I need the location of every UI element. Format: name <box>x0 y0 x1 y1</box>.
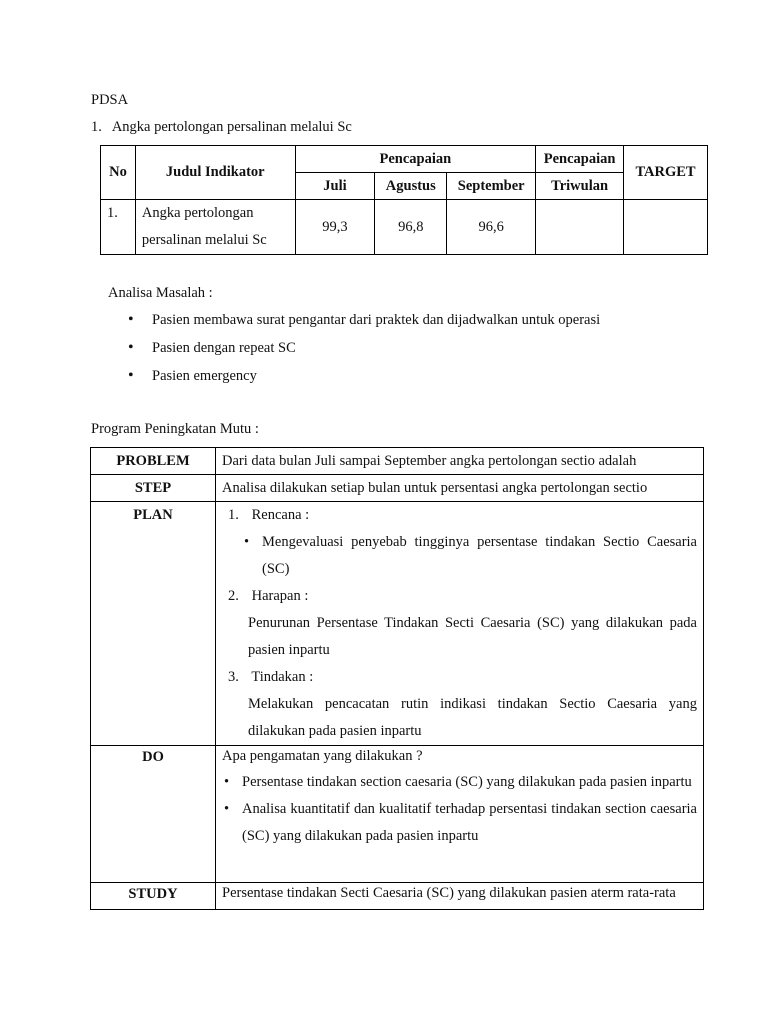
row-indicator-line2: persalinan melalui Sc <box>141 232 267 248</box>
header-quarterly-line1: Pencapaian <box>536 146 624 173</box>
value-july: 99,3 <box>295 200 375 255</box>
section-heading-1 <box>91 119 352 136</box>
label-plan: PLAN <box>91 502 216 746</box>
plan-item-text: Penurunan Persentase Tindakan Secti Caesaria (SC) yang dilakukan pada pasien inpartu <box>248 615 697 658</box>
plan-item-2 <box>222 583 697 664</box>
plan-item-3 <box>222 664 697 745</box>
section-heading-text: Angka pertolongan persalinan melalui Sc <box>111 119 352 135</box>
label-study: STUDY <box>91 883 216 910</box>
value-target <box>624 200 708 255</box>
label-do: DO <box>91 746 216 883</box>
list-item: • Pasien dengan repeat SC <box>128 334 600 362</box>
content-do <box>216 746 704 883</box>
section-number: 1. <box>91 119 102 135</box>
content-plan <box>216 502 704 746</box>
plan-item-text: Melakukan pencacatan rutin indikasi tindakan Sectio Caesaria yang dilakukan pada pasien inpartu <box>248 696 697 739</box>
row-indicator-line1: Angka pertolongan <box>141 205 254 221</box>
plan-item-title: Harapan : <box>251 588 309 604</box>
plan-item-1 <box>222 502 697 583</box>
label-problem: PROBLEM <box>91 448 216 475</box>
label-step: STEP <box>91 475 216 502</box>
do-question: Apa pengamatan yang dilakukan ? <box>222 748 423 764</box>
header-indicator: Judul Indikator <box>135 146 295 200</box>
list-item: • Pasien emergency <box>128 362 600 390</box>
header-month-july: Juli <box>295 173 375 200</box>
header-no: No <box>101 146 136 200</box>
plan-item-number: 3. <box>228 669 239 685</box>
plan-item-title: Rencana : <box>251 507 310 523</box>
plan-item-number: 2. <box>228 588 239 604</box>
indicator-table-header-row <box>101 146 708 173</box>
header-month-september: September <box>447 173 536 200</box>
table-row-step <box>91 475 704 502</box>
content-problem: Dari data bulan Juli sampai September angka pertolongan sectio adalah <box>216 448 704 475</box>
table-row-do <box>91 746 704 883</box>
value-september: 96,6 <box>447 200 536 255</box>
table-row-study <box>91 883 704 910</box>
analysis-title: Analisa Masalah : <box>108 285 213 301</box>
header-achievement: Pencapaian <box>295 146 536 173</box>
plan-item-number: 1. <box>228 507 239 523</box>
document-title: PDSA <box>91 92 129 108</box>
header-quarterly-line2: Triwulan <box>536 173 624 200</box>
header-target: TARGET <box>624 146 708 200</box>
row-indicator <box>135 200 295 255</box>
pdsa-table <box>90 447 704 910</box>
plan-item-bullet: • Mengevaluasi penyebab tingginya persentase tindakan Sectio Caesaria (SC) <box>222 529 697 583</box>
program-title: Program Peningkatan Mutu : <box>91 421 259 437</box>
table-row-plan <box>91 502 704 746</box>
do-bullet-2: • Analisa kuantitatif dan kualitatif terhadap persentasi tindakan section caesaria (SC) yang dilakukan pada pasien inpartu <box>222 796 697 850</box>
content-step: Analisa dilakukan setiap bulan untuk persentasi angka pertolongan sectio <box>216 475 704 502</box>
header-month-august: Agustus <box>375 173 447 200</box>
analysis-list <box>128 306 600 390</box>
plan-item-title: Tindakan : <box>251 669 314 685</box>
value-quarterly <box>536 200 624 255</box>
list-item: • Pasien membawa surat pengantar dari praktek dan dijadwalkan untuk operasi <box>128 306 600 334</box>
indicator-table <box>100 145 708 255</box>
table-row-problem <box>91 448 704 475</box>
value-august: 96,8 <box>375 200 447 255</box>
do-bullet-1: • Persentase tindakan section caesaria (SC) yang dilakukan pada pasien inpartu <box>222 769 697 796</box>
content-study: Persentase tindakan Secti Caesaria (SC) yang dilakukan pasien aterm rata-rata <box>216 883 704 910</box>
table-row <box>101 200 708 255</box>
row-no: 1. <box>101 200 136 255</box>
